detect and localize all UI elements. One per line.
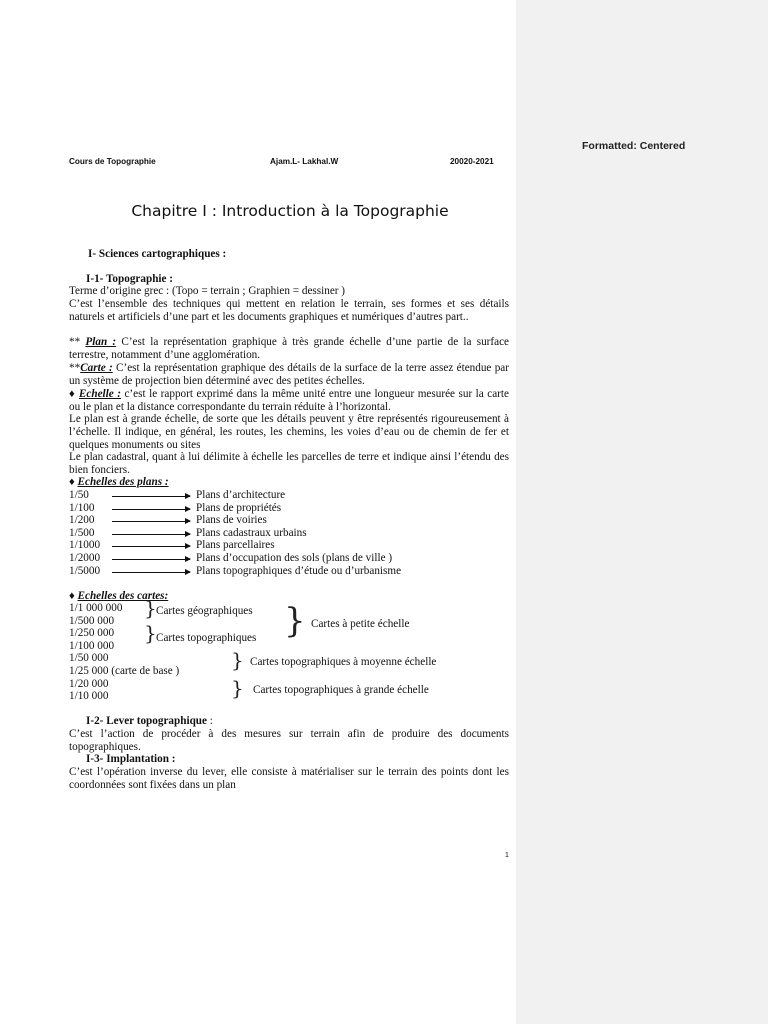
plan-scale-value: 1/2000 — [69, 552, 101, 564]
formatting-comment: Formatted: Centered — [582, 140, 686, 152]
map-scale-value: 1/100 000 — [69, 639, 115, 652]
plan-scale-value: 1/500 — [69, 526, 95, 539]
brace-symbol: } — [284, 601, 306, 641]
plan-scale-label: Plans parcellaires — [196, 539, 275, 552]
map-scale-value: 1/25 000 (carte de base ) — [69, 665, 180, 677]
brace-symbol: } — [144, 621, 157, 645]
arrow-right-icon — [112, 521, 190, 522]
definition-echelle: ♦ Echelle : c’est le rapport exprimé dans la même unité entre une longueur mesurée sur la carte ou le plan et la distance correspondante du terrain réduite à l’horizontal. — [69, 388, 509, 413]
arrow-right-icon — [112, 572, 190, 573]
section-heading: I- Sciences cartographiques : — [88, 248, 227, 260]
definition-carte: **Carte : C’est la représentation graphique des détails de la surface de la terre assez étendue par un système de projection bien déterminé avec des petites échelles. — [69, 362, 509, 387]
text-line: Terme d’origine grec : (Topo = terrain ; Graphien = dessiner ) — [69, 285, 346, 297]
paragraph: C’est l’opération inverse du lever, elle consiste à matérialiser sur le terrain des points dont les coordonnées sont fixées dans un plan — [69, 766, 509, 791]
plan-scale-value: 1/100 — [69, 501, 95, 514]
map-scale-value: 1/10 000 — [69, 690, 109, 703]
plan-scale-value: 1/1000 — [69, 539, 101, 552]
paragraph: Le plan est à grande échelle, de sorte que les détails peuvent y être représentés rigoureusement à l’échelle. Il indique, en général, les routes, les chemins, les voies d’eau ou de chemin de fer et quelques monuments ou sites — [69, 413, 509, 451]
chapter-title: Chapitre I : Introduction à la Topographie — [131, 202, 449, 220]
paragraph: C’est l’action de procéder à des mesures sur terrain afin de produire des documents topographiques. — [69, 728, 509, 753]
brace-symbol: } — [231, 676, 244, 700]
list-heading-cartes: ♦ Echelles des cartes: — [69, 590, 169, 602]
map-group-label: Cartes topographiques à moyenne échelle — [250, 656, 437, 668]
map-scale-value: 1/50 000 — [69, 652, 109, 665]
map-group-label: Cartes géographiques — [156, 605, 253, 617]
map-scale-value: 1/20 000 — [69, 677, 109, 690]
list-heading-plans: ♦ Echelles des plans : — [69, 476, 169, 488]
paragraph: C’est l’ensemble des techniques qui mettent en relation le terrain, ses formes et ses détails naturels et artificiels d’une part et les documents graphiques et numériques d’autres part.. — [69, 298, 509, 323]
map-scale-value: 1/250 000 — [69, 627, 115, 640]
plan-scale-value: 1/5000 — [69, 564, 101, 577]
term-plan: Plan : — [85, 336, 117, 348]
header-year: 20020-2021 — [450, 157, 494, 166]
subsection-heading: I-2- Lever topographique : — [86, 715, 213, 727]
comment-sidebar — [516, 0, 768, 1024]
arrow-right-icon — [112, 509, 190, 510]
plan-scale-value: 1/200 — [69, 514, 95, 527]
arrow-right-icon — [112, 534, 190, 535]
header-authors: Ajam.L- Lakhal.W — [270, 157, 339, 166]
plan-scale-label: Plans d’occupation des sols (plans de ville ) — [196, 552, 393, 564]
plan-scale-label: Plans cadastraux urbains — [196, 526, 307, 539]
plan-scale-value: 1/50 — [69, 489, 89, 501]
arrow-right-icon — [112, 546, 190, 547]
map-group-label: Cartes topographiques à grande échelle — [253, 684, 429, 696]
brace-symbol: } — [144, 596, 157, 620]
page-number: 1 — [505, 852, 509, 859]
subsection-heading: I-3- Implantation : — [86, 753, 176, 765]
definition-plan: ** Plan : C’est la représentation graphique à très grande échelle d’une partie de la surface terrestre, notamment d’une agglomération. — [69, 336, 510, 361]
plan-scale-label: Plans de voiries — [196, 514, 267, 527]
term-carte: Carte : — [80, 362, 113, 374]
subsection-heading: I-1- Topographie : — [86, 273, 174, 285]
arrow-right-icon — [112, 496, 190, 497]
term-echelle: Echelle : — [78, 388, 121, 400]
header-course: Cours de Topographie — [69, 157, 156, 166]
map-group-label: Cartes topographiques — [156, 632, 257, 644]
map-scale-value: 1/500 000 — [69, 614, 115, 627]
paragraph: Le plan cadastral, quant à lui délimite à échelle les parcelles de terre et indique ainsi l’étendu des bien fonciers. — [69, 451, 509, 476]
map-group-label: Cartes à petite échelle — [311, 618, 410, 630]
arrow-right-icon — [112, 559, 190, 560]
plan-scale-label: Plans topographiques d’étude ou d’urbanisme — [196, 564, 402, 577]
plan-scale-label: Plans de propriétés — [196, 501, 282, 514]
plan-scale-label: Plans d’architecture — [196, 489, 286, 501]
map-scale-value: 1/1 000 000 — [69, 602, 123, 614]
brace-symbol: } — [231, 648, 244, 672]
